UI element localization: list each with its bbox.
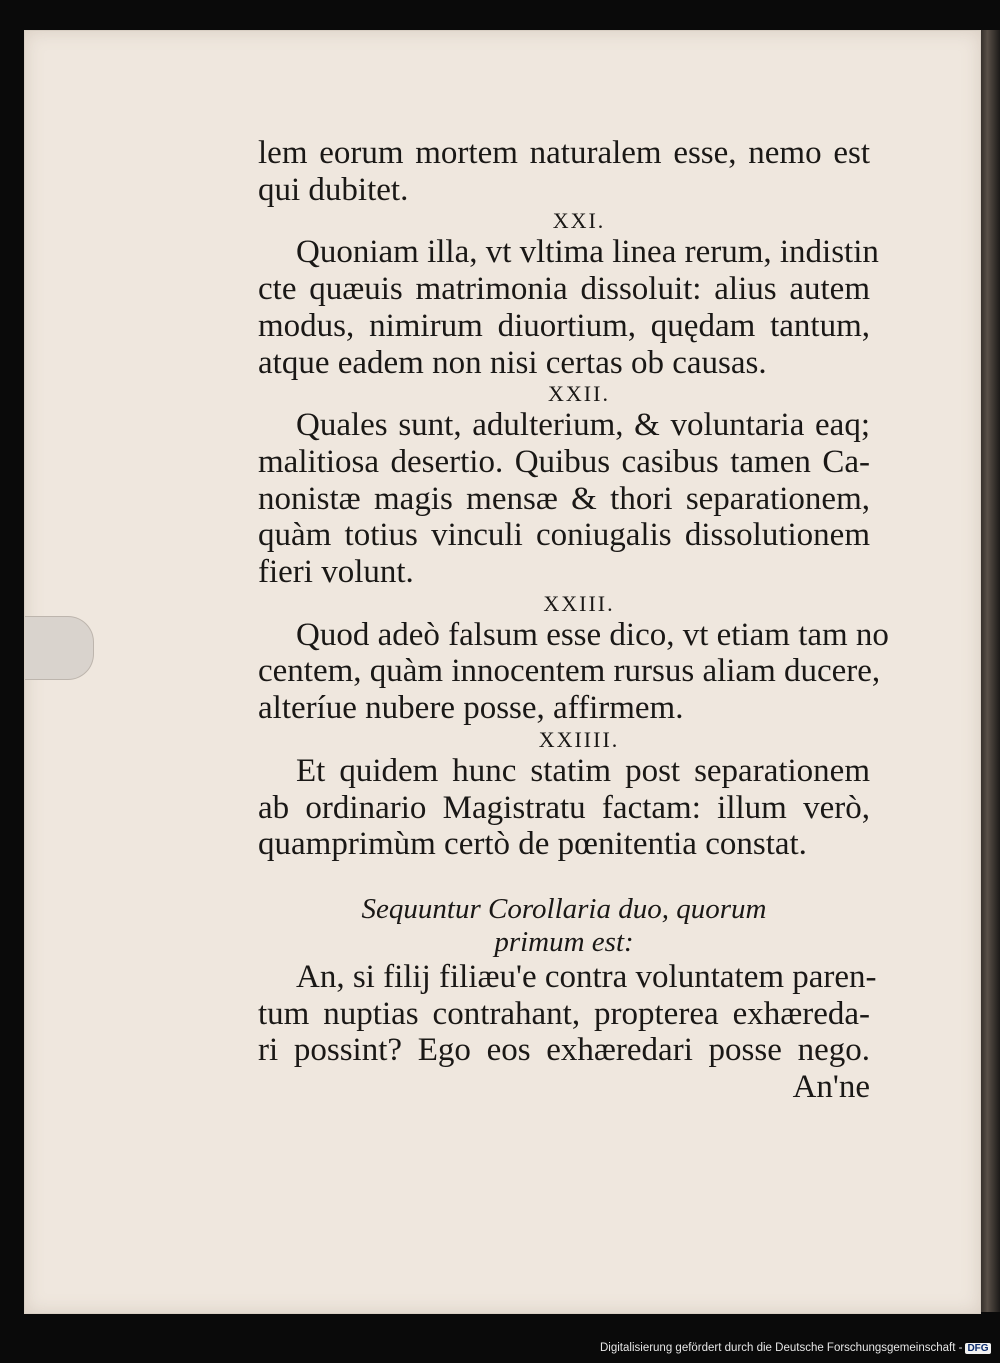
text-line: qui dubitet. <box>258 171 409 208</box>
text-line: An, si filij filiæu'e contra voluntatem paren- <box>296 958 877 995</box>
text-line: centem, quàm innocentem rursus aliam ducere, <box>258 653 881 690</box>
section-numeral-xxi: XXI. <box>552 208 606 234</box>
catchword: An'ne <box>792 1069 870 1106</box>
dfg-logo: DFG <box>967 1343 989 1354</box>
text-line: Quod adeò falsum esse dico, vt etiam tam no <box>296 616 889 653</box>
text-line: malitiosa desertio. Quibus casibus tamen Ca- <box>258 443 870 480</box>
section-numeral-xxiii: XXIII. <box>543 590 615 616</box>
text-line: tum nuptias contrahant, propterea exhæreda- <box>258 995 870 1032</box>
section-numeral-xxii: XXII. <box>548 381 610 407</box>
text-line: alteríue nubere posse, affirmem. <box>258 690 684 727</box>
corollaria-heading: Sequuntur Corollaria duo, quorum <box>361 892 767 925</box>
corollaria-heading: primum est: <box>494 925 634 958</box>
text-line: Quoniam illa, vt vltima linea rerum, indistin <box>296 234 879 271</box>
text-line: ri possint? Ego eos exhæredari posse nego. <box>258 1032 870 1069</box>
text-line: fieri volunt. <box>258 554 414 591</box>
text-line: atque eadem non nisi certas ob causas. <box>258 344 767 381</box>
text-line: Et quidem hunc statim post separationem <box>296 752 870 789</box>
text-line: quàm totius vinculi coniugalis dissolutionem <box>258 517 870 554</box>
page-tab-marker <box>25 616 94 680</box>
text-line: cte quæuis matrimonia dissoluit: alius autem <box>258 271 870 308</box>
section-numeral-xxiiii: XXIIII. <box>538 726 620 752</box>
page-text <box>258 135 889 1106</box>
text-line: lem eorum mortem naturalem esse, nemo est <box>258 135 870 171</box>
book-spine <box>979 30 1000 1312</box>
text-line: quamprimùm certò de pœnitentia constat. <box>258 826 807 863</box>
text-line: ab ordinario Magistratu factam: illum verò, <box>258 789 870 826</box>
text-line: modus, nimirum diuortium, quędam tantum, <box>258 307 870 344</box>
digitization-footer <box>600 1342 990 1362</box>
text-line: nonistæ magis mensæ & thori separationem, <box>258 480 870 517</box>
text-line: Quales sunt, adulterium, & voluntaria eaq; <box>296 407 870 444</box>
footer-text: Digitalisierung gefördert durch die Deutsche Forschungsgemeinschaft - <box>600 1342 963 1354</box>
